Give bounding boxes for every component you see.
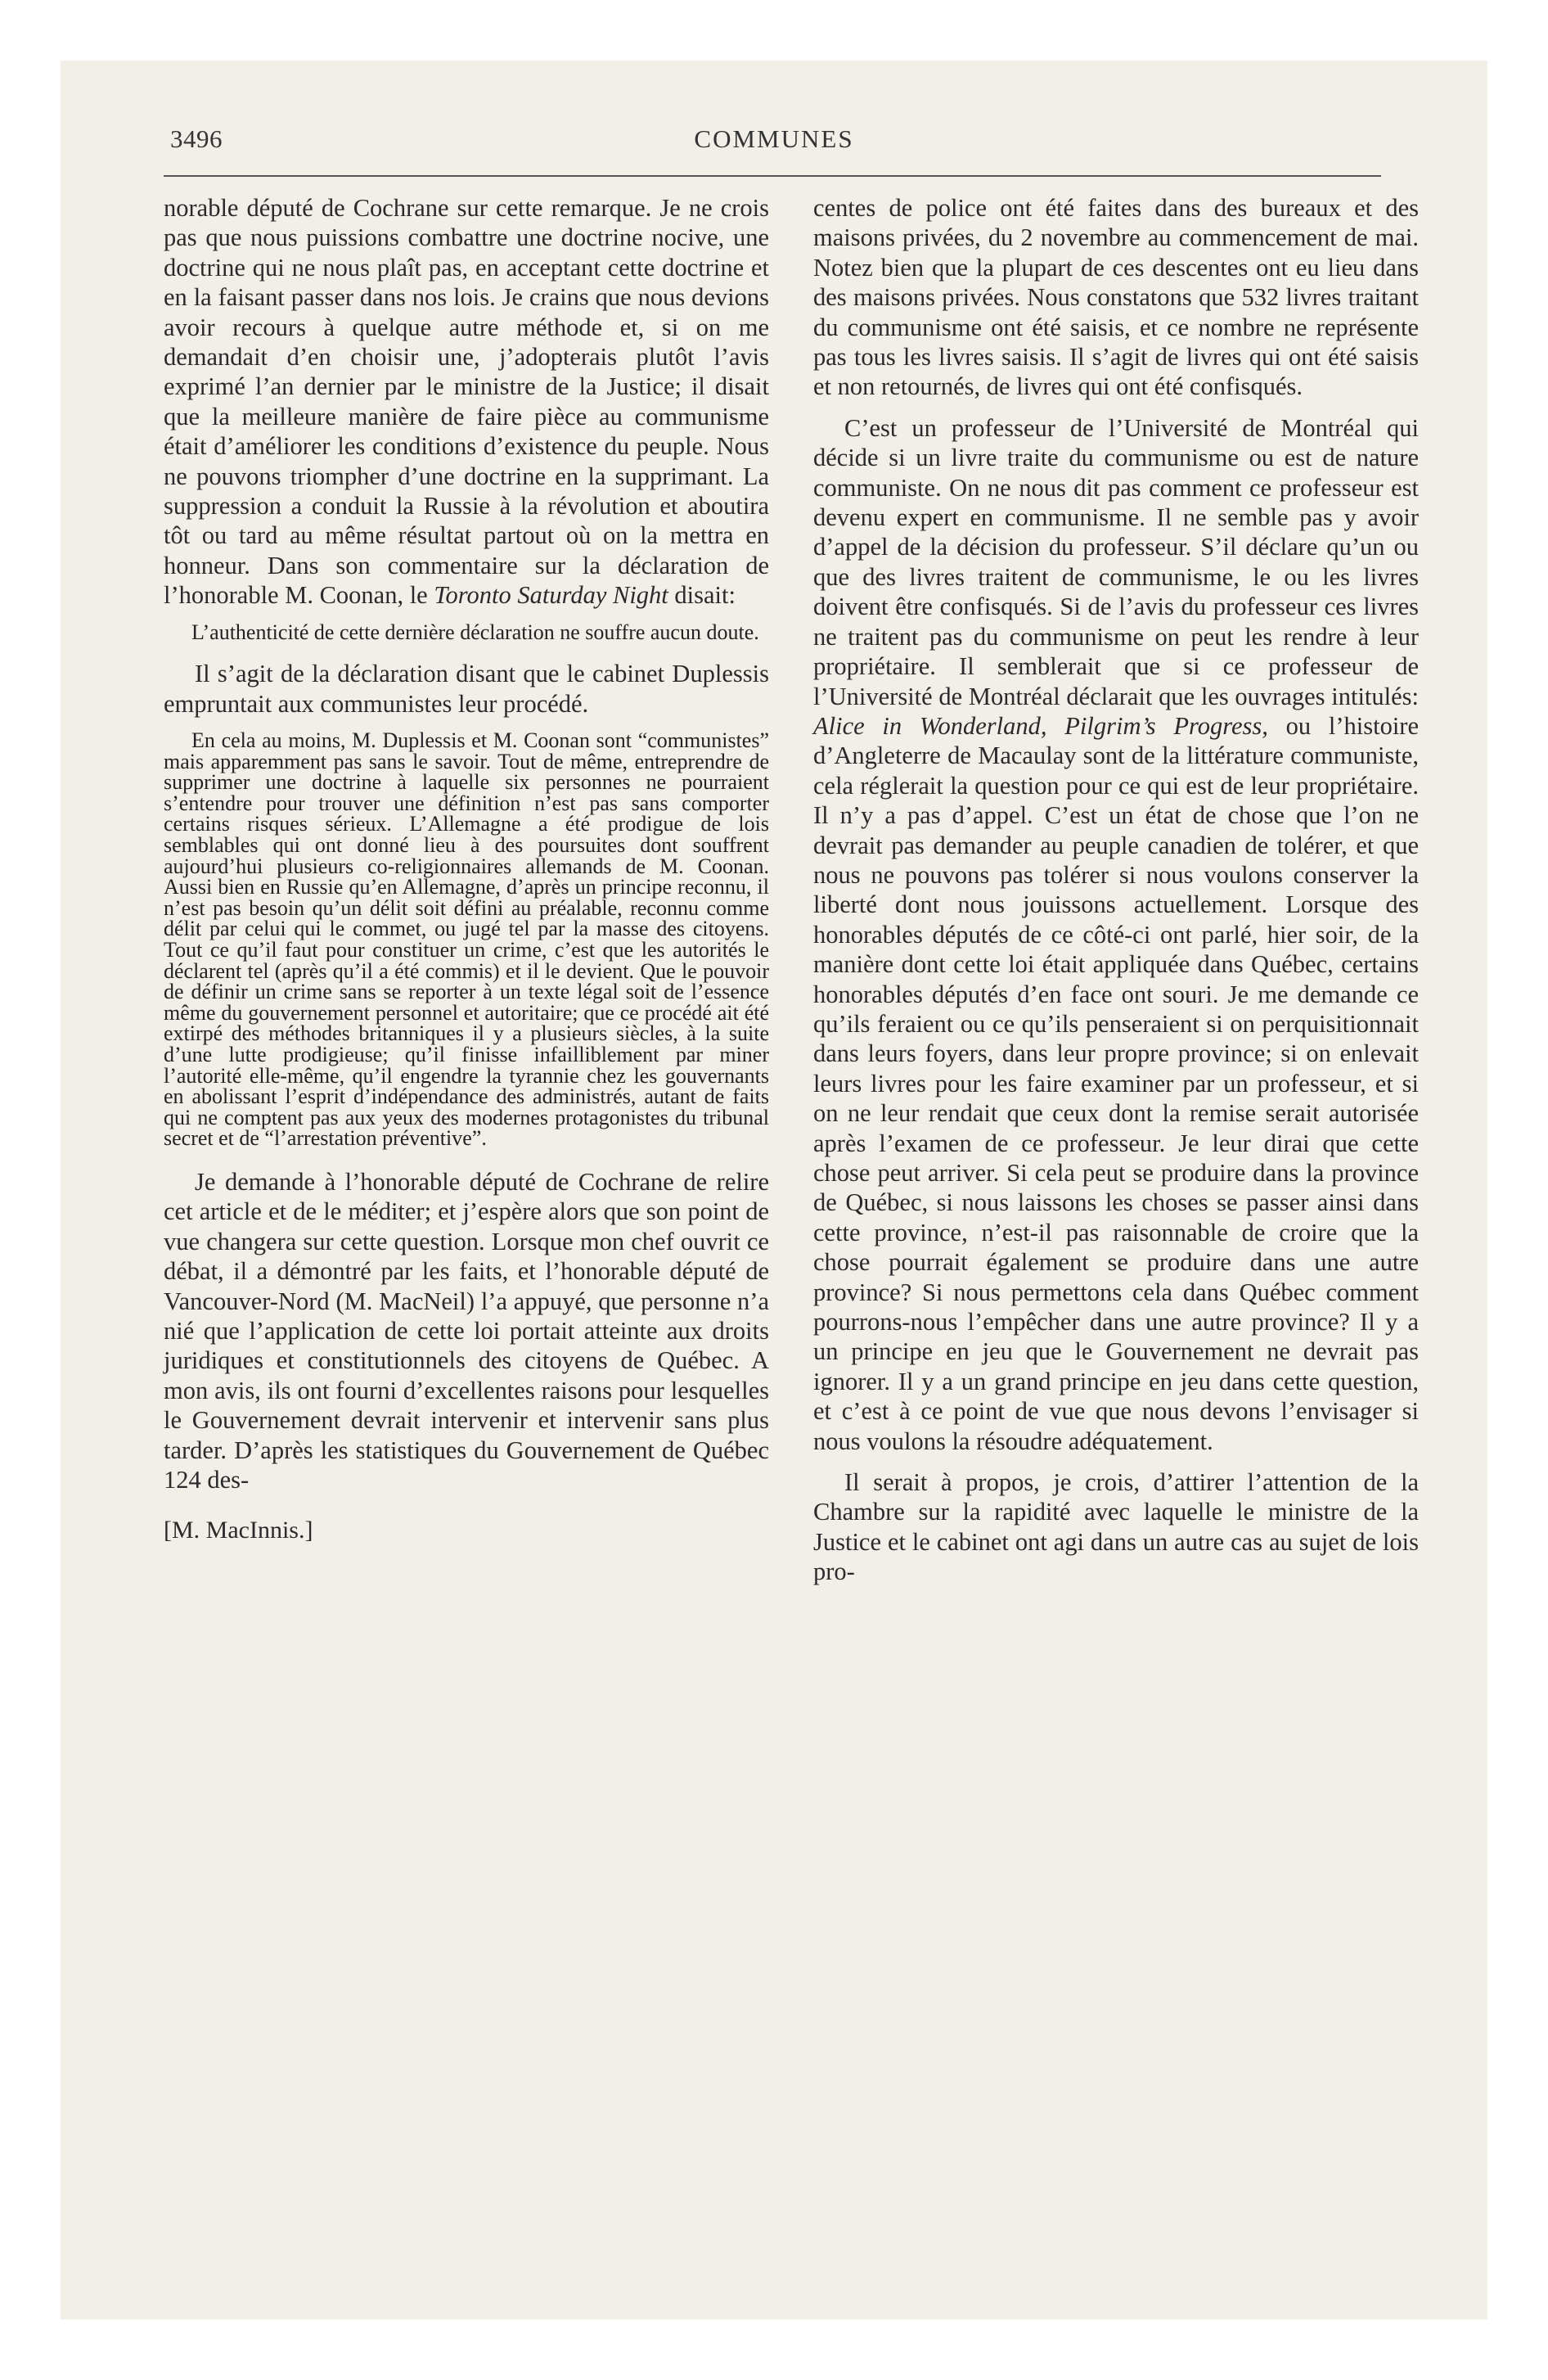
- paragraph-text: disait:: [674, 581, 736, 610]
- paragraph: Il s’agit de la déclaration disant que le cabinet Duplessis empruntait aux communistes leur procédé.: [164, 660, 769, 718]
- paragraph: Je demande à l’honorable député de Cochrane de relire cet article et de le méditer; et j’espère alors que son point de vue changera sur cette question. Lorsque mon chef ouvrit ce débat, il a démontré par les faits, et l’honorable député de Vancouver-Nord (M. MacNeil) l’a appuyé, que personne n’a nié que l’application de cette loi portait atteinte aux droits juridiques et constitutionnels des citoyens de Québec. A mon avis, ils ont fourni d’excellentes raisons pour lesquelles le Gouvernement devrait intervenir et intervenir sans plus tarder. D’après les statistiques du Gouvernement de Québec 124 des-: [164, 1167, 769, 1494]
- speaker-signature: [M. MacInnis.]: [164, 1517, 313, 1544]
- right-column: [813, 193, 1419, 1598]
- scanned-page: [61, 61, 1487, 2319]
- paragraph: centes de police ont été faites dans des bureaux et des maisons privées, du 2 novembre au commencement de mai. Notez bien que la plupart de ces descentes ont eu lieu dans des maisons privées. Nous constatons que 532 livres traitant du communisme ont été saisis, et ce nombre ne représente pas tous les livres saisis. Il s’agit de livres qui ont été saisis et non retournés, de livres qui ont été confisqués.: [813, 194, 1419, 401]
- block-quote: En cela au moins, M. Duplessis et M. Coonan sont “communistes” mais apparemment pas sans le savoir. Tout de même, entreprendre de supprimer une doctrine à laquelle six personnes ne pourraient s’entendre pour trouver une définition n’est pas sans comporter certains risques sérieux. L’Allemagne a été prodigue de lois semblables qui ont donné lieu à des poursuites dont souffrent aujourd’hui plusieurs co-religionnaires allemands de M. Coonan. Aussi bien en Russie qu’en Allemagne, d’après un principe reconnu, il n’est pas besoin qu’un délit soit défini au préalable, reconnu comme délit par celui qui le commet, ou jugé tel par la masse des citoyens. Tout ce qu’il faut pour constituer un crime, c’est que les autorités le déclarent tel (après qu’il a été commis) et il le devient. Que le pouvoir de définir un crime sans se reporter à un texte légal soit de l’essence même du gouvernement personnel et autoritaire; que ce procédé ait été extirpé des méthodes britanniques il y a plusieurs siècles, à la suite d’une lutte prodigieuse; qu’il finisse infailliblement par miner l’autorité elle-même, qu’il engendre la tyrannie chez les gouvernants en abolissant l’esprit d’indépendance des administrés, autant de faits qui ne comptent pas aux yeux des modernes protagonistes du tribunal secret et de “l’arrestation préventive”.: [164, 728, 769, 1151]
- left-column: [164, 193, 769, 1546]
- paragraph-text: C’est un professeur de l’Université de Montréal qui décide si un livre traite du communisme ou est de nature communiste. On ne nous dit pas comment ce professeur est devenu expert en communisme. Il ne semble pas y avoir d’appel de la décision du professeur. S’il déclare qu’un ou que des livres traitent de communisme, le ou les livres doivent être confisqués. Si de l’avis du professeur ces livres ne traitent pas du communisme on peut les rendre à leur propriétaire. Il semblerait que si ce professeur de l’Université de Montréal déclarait que les ouvrages intitulés:: [813, 413, 1419, 710]
- block-quote: L’authenticité de cette dernière déclaration ne souffre aucun doute.: [191, 620, 759, 644]
- paragraph-text: ou l’histoire d’Angleterre de Macaulay sont de la littérature communiste, cela réglerait la question pour ce qui est de leur propriétaire. Il n’y a pas d’appel. C’est un état de chose que l’on ne devrait pas demander au peuple canadien de tolérer, et que nous ne pouvons pas tolérer si nous voulons conserver la liberté dont nous jouissons actuellement. Lorsque des honorables députés de ce côté-ci ont parlé, hier soir, de la manière dont cette loi était appliquée dans Québec, certains honorables députés d’en face ont souri. Je me demande ce qu’ils feraient ou ce qu’ils penseraient si on perquisitionnait dans leurs foyers, dans leur propre province; si on enlevait leurs livres pour les faire examiner par un professeur, et si on ne leur rendait que ceux dont la remise serait autorisée après l’examen de ce professeur. Je leur dirai que cette chose peut arriver. Si cela peut se produire dans la province de Québec, si nous laissons les choses se passer ainsi dans cette province, n’est-il pas raisonnable de croire que la chose pourrait également se produire dans une autre province? Si nous permettons cela dans Québec comment pourrons-nous l’empêcher dans une autre province? Il y a un principe en jeu que le Gouvernement ne devrait pas ignorer. Il y a un grand principe en jeu dans cette question, et c’est à ce point de vue que nous devons l’envisager si nous voulons la résoudre adéquatement.: [813, 711, 1419, 1455]
- book-titles: Alice in Wonderland, Pilgrim’s Progress,: [813, 711, 1268, 740]
- paragraph: [164, 193, 769, 611]
- publication-title: Toronto Saturday Night: [434, 581, 668, 610]
- paragraph: [813, 413, 1419, 1456]
- running-head: COMMUNES: [694, 124, 854, 153]
- page-header: [61, 124, 1487, 165]
- page-number: 3496: [170, 124, 223, 153]
- paragraph: Il serait à propos, je crois, d’attirer l’attention de la Chambre sur la rapidité avec laquelle le ministre de la Justice et le cabinet ont agi dans un autre cas au sujet de lois pro-: [813, 1468, 1419, 1586]
- header-rule: [164, 175, 1381, 177]
- paragraph-text: norable député de Cochrane sur cette remarque. Je ne crois pas que nous puissions combattre une doctrine nocive, une doctrine qui ne nous plaît pas, en acceptant cette doctrine et en la faisant passer dans nos lois. Je crains que nous devions avoir recours à quelque autre méthode et, si on me demandait d’en choisir une, j’adopterais plutôt l’avis exprimé l’an dernier par le ministre de la Justice; il disait que la meilleure manière de faire pièce au communisme était d’améliorer les conditions d’existence du peuple. Nous ne pouvons triompher d’une doctrine en la supprimant. La suppression a conduit la Russie à la révolution et aboutira tôt ou tard au même résultat partout où on la mettra en honneur. Dans son commentaire sur la déclaration de l’honorable M. Coonan, le: [164, 194, 769, 610]
